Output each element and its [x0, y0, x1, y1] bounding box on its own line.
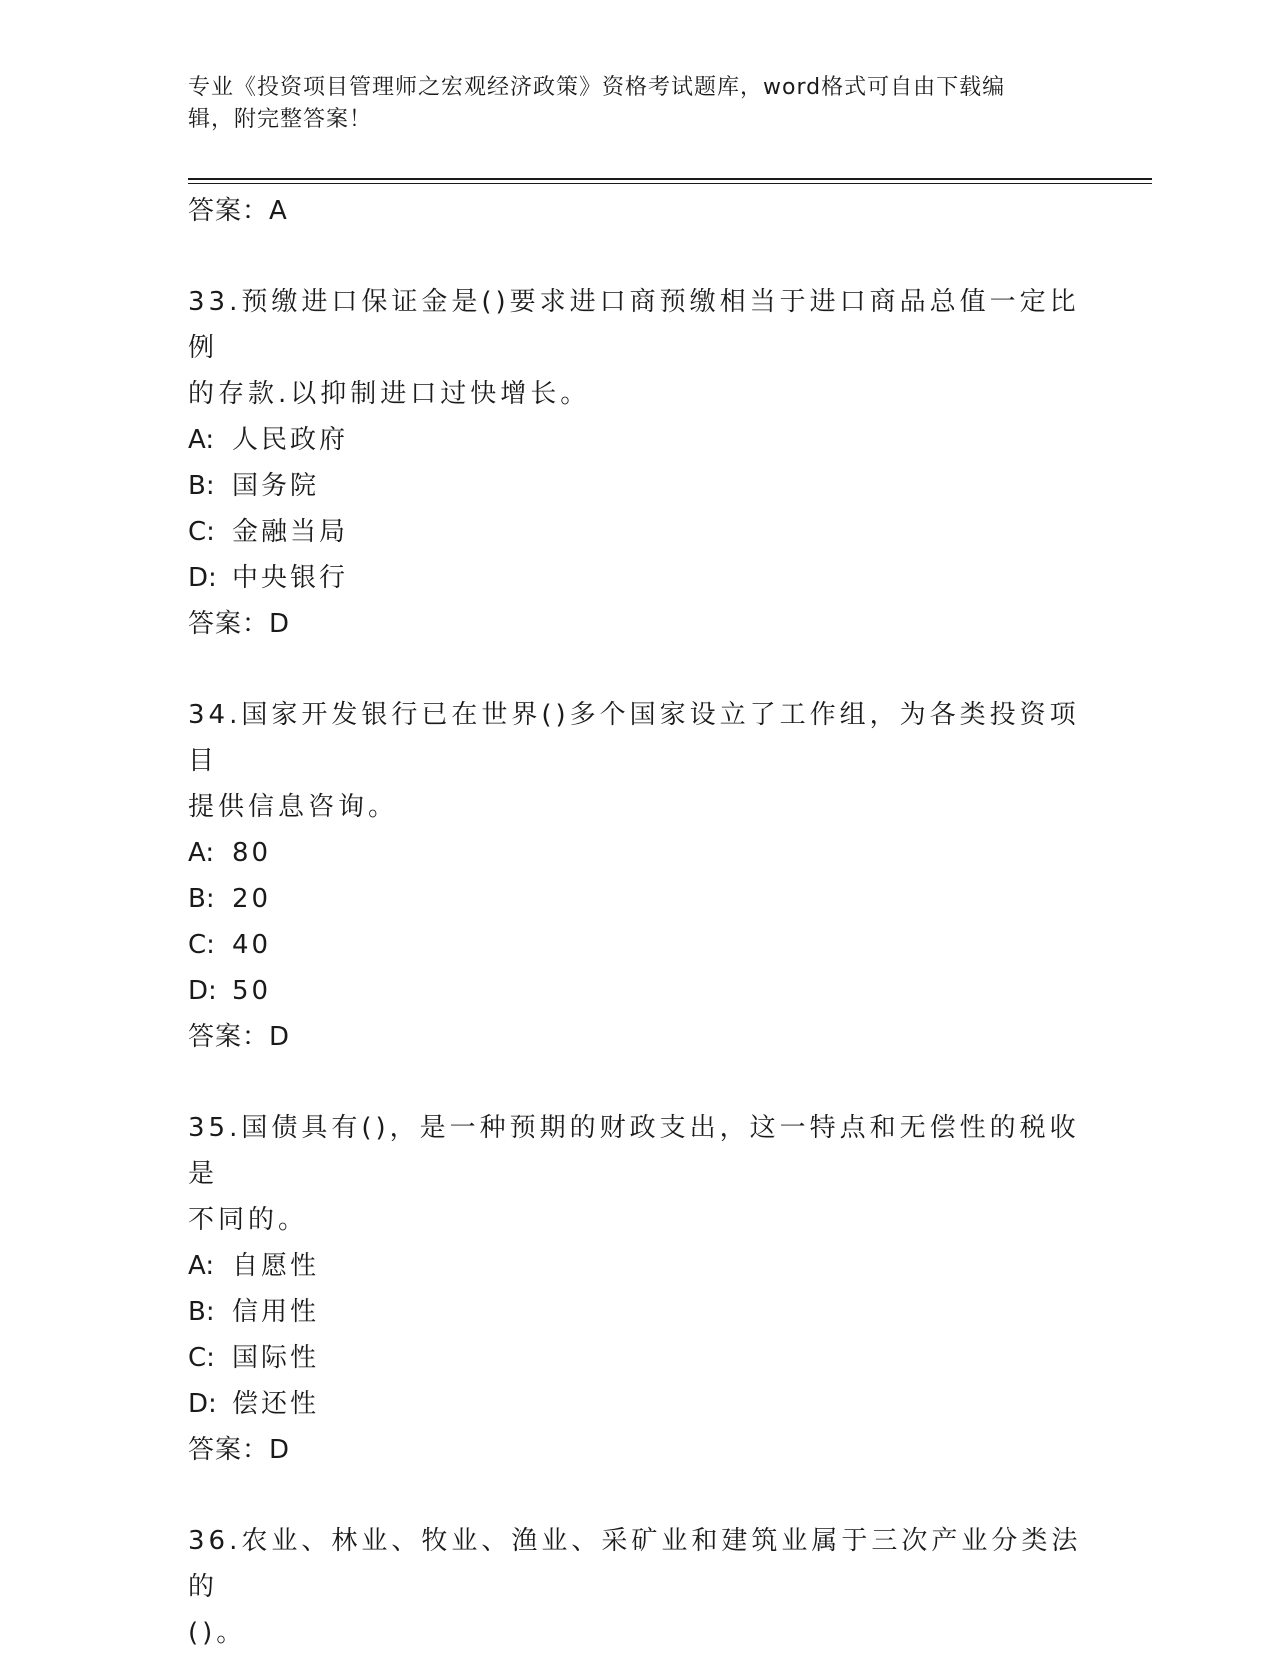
option-text: 自愿性 [232, 1251, 320, 1281]
option-d [188, 968, 1088, 1014]
stem-line-1: 34.国家开发银行已在世界()多个国家设立了工作组，为各类投资项目 [188, 700, 1080, 776]
stem-line-1: 33.预缴进口保证金是()要求进口商预缴相当于进口商品总值一定比例 [188, 287, 1080, 363]
option-c [188, 922, 1088, 968]
option-letter: A: [188, 425, 215, 455]
option-text: 50 [232, 976, 272, 1006]
option-b [188, 876, 1088, 922]
document-header [188, 72, 1088, 136]
stem-line-1: 36.农业、林业、牧业、渔业、采矿业和建筑业属于三次产业分类法的 [188, 1526, 1082, 1602]
option-text: 国际性 [232, 1343, 320, 1373]
option-c [188, 509, 1088, 555]
answer: 答案：D [188, 1435, 291, 1465]
question-stem [188, 1105, 1088, 1243]
option-letter: C: [188, 930, 215, 960]
question-stem [188, 692, 1088, 830]
option-text: 中央银行 [232, 563, 349, 593]
option-letter: C: [188, 517, 215, 547]
header-line-1: 专业《投资项目管理师之宏观经济政策》资格考试题库，word格式可自由下载编 [188, 75, 1006, 100]
question-36 [188, 1518, 1088, 1656]
option-a [188, 417, 1088, 463]
option-d [188, 1381, 1088, 1427]
option-text: 80 [232, 838, 272, 868]
option-text: 信用性 [232, 1297, 320, 1327]
option-letter: A: [188, 838, 215, 868]
option-text: 国务院 [232, 471, 320, 501]
option-letter: B: [188, 471, 215, 501]
option-c [188, 1335, 1088, 1381]
stem-line-2: ()。 [188, 1618, 247, 1648]
header-divider-thin [188, 183, 1152, 184]
stem-line-1: 35.国债具有()，是一种预期的财政支出，这一特点和无偿性的税收是 [188, 1113, 1080, 1189]
stem-line-2: 不同的。 [188, 1205, 309, 1235]
question-stem [188, 1518, 1088, 1656]
option-letter: D: [188, 976, 217, 1006]
option-letter: D: [188, 563, 217, 593]
header-line-2: 辑，附完整答案！ [188, 107, 373, 132]
option-b [188, 1289, 1088, 1335]
option-text: 20 [232, 884, 272, 914]
question-35 [188, 1105, 1088, 1473]
question-content [188, 188, 1088, 1656]
option-text: 人民政府 [232, 425, 349, 455]
option-letter: D: [188, 1389, 217, 1419]
option-letter: B: [188, 884, 215, 914]
option-text: 金融当局 [232, 517, 349, 547]
answer-previous: 答案：A [188, 196, 288, 226]
option-text: 偿还性 [232, 1389, 320, 1419]
stem-line-2: 的存款.以抑制进口过快增长。 [188, 379, 591, 409]
option-letter: C: [188, 1343, 215, 1373]
answer: 答案：D [188, 1022, 291, 1052]
header-divider-thick [188, 178, 1152, 180]
question-34 [188, 692, 1088, 1060]
stem-line-2: 提供信息咨询。 [188, 792, 399, 822]
answer: 答案：D [188, 609, 291, 639]
option-b [188, 463, 1088, 509]
question-33 [188, 279, 1088, 647]
option-a [188, 830, 1088, 876]
option-d [188, 555, 1088, 601]
question-stem [188, 279, 1088, 417]
option-text: 40 [232, 930, 272, 960]
option-letter: A: [188, 1251, 215, 1281]
option-letter: B: [188, 1297, 215, 1327]
option-a [188, 1243, 1088, 1289]
